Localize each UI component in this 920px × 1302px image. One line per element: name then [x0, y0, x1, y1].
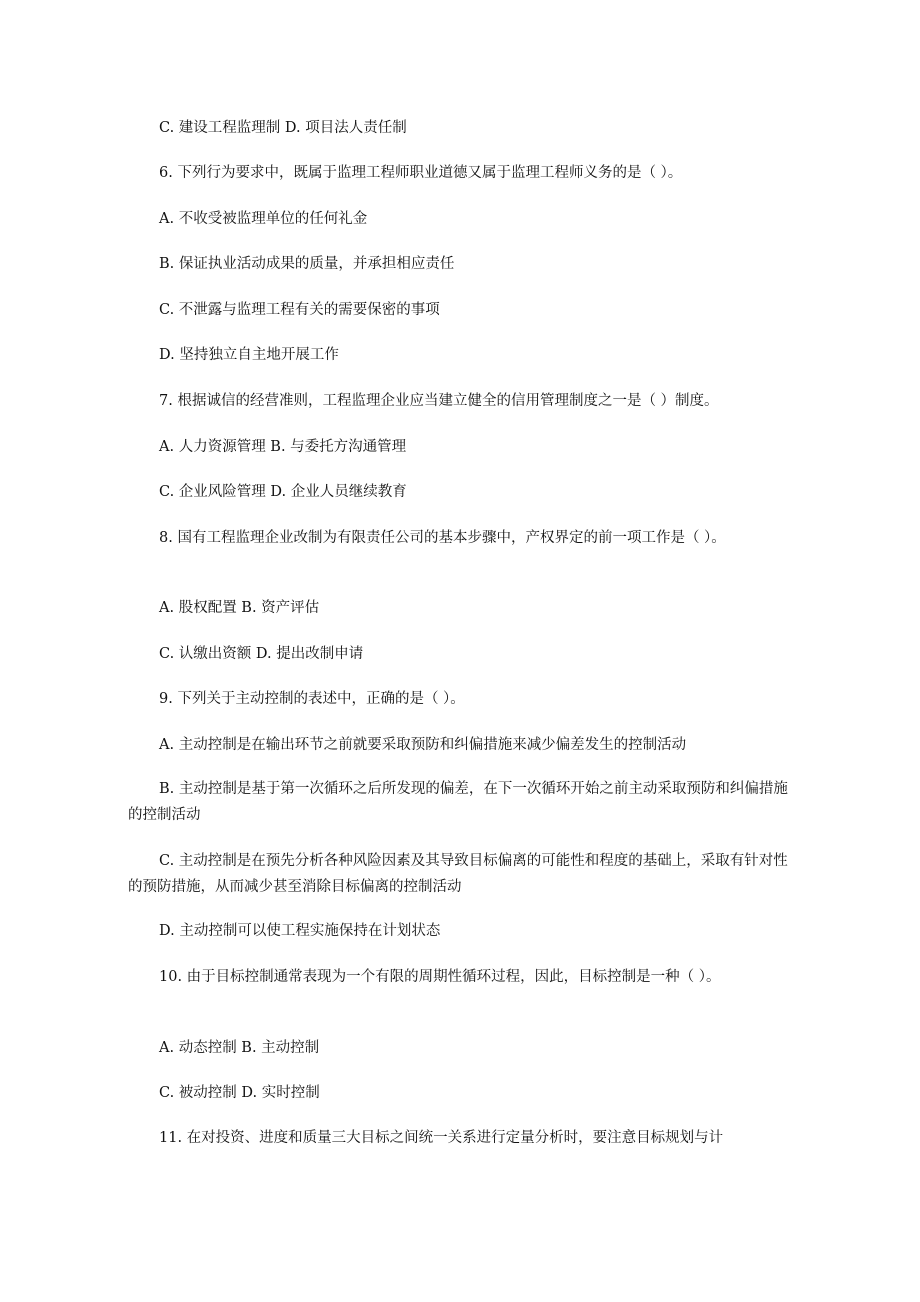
option-q9-b: B. 主动控制是基于第一次循环之后所发现的偏差，在下一次循环开始之前主动采取预防和纠偏措施的控制活动 [128, 781, 788, 823]
option-q8-cd: C. 认缴出资额 D. 提出改制申请 [159, 646, 364, 662]
option-q9-a: A. 主动控制是在输出环节之前就要采取预防和纠偏措施来减少偏差发生的控制活动 [159, 737, 687, 753]
option-q6-b: B. 保证执业活动成果的质量，并承担相应责任 [159, 256, 455, 272]
option-q10-ab: A. 动态控制 B. 主动控制 [159, 1040, 320, 1056]
option-line-q5-cd: C. 建设工程监理制 D. 项目法人责任制 [159, 120, 407, 136]
question-8: 8. 国有工程监理企业改制为有限责任公司的基本步骤中，产权界定的前一项工作是（ ）。 [159, 530, 726, 546]
option-q6-d: D. 坚持独立自主地开展工作 [159, 347, 339, 363]
option-q6-a: A. 不收受被监理单位的任何礼金 [159, 211, 368, 227]
question-11: 11. 在对投资、进度和质量三大目标之间统一关系进行定量分析时，要注意目标规划与计 [159, 1130, 724, 1146]
option-q7-cd: C. 企业风险管理 D. 企业人员继续教育 [159, 484, 407, 500]
option-q7-ab: A. 人力资源管理 B. 与委托方沟通管理 [159, 439, 407, 455]
option-q10-cd: C. 被动控制 D. 实时控制 [159, 1085, 320, 1101]
option-q6-c: C. 不泄露与监理工程有关的需要保密的事项 [159, 302, 440, 318]
question-9: 9. 下列关于主动控制的表述中，正确的是（ ）。 [159, 691, 465, 707]
question-10: 10. 由于目标控制通常表现为一个有限的周期性循环过程，因此，目标控制是一种（ ）。 [159, 969, 721, 985]
option-q8-ab: A. 股权配置 B. 资产评估 [159, 600, 320, 616]
question-7: 7. 根据诚信的经营准则，工程监理企业应当建立健全的信用管理制度之一是（ ）制度。 [159, 393, 719, 409]
question-6: 6. 下列行为要求中，既属于监理工程师职业道德又属于监理工程师义务的是（ ）。 [159, 165, 683, 181]
option-q9-d: D. 主动控制可以使工程实施保持在计划状态 [159, 923, 441, 939]
option-q9-c: C. 主动控制是在预先分析各种风险因素及其导致目标偏离的可能性和程度的基础上，采取有针对性的预防措施，从而减少甚至消除目标偏离的控制活动 [128, 853, 788, 895]
